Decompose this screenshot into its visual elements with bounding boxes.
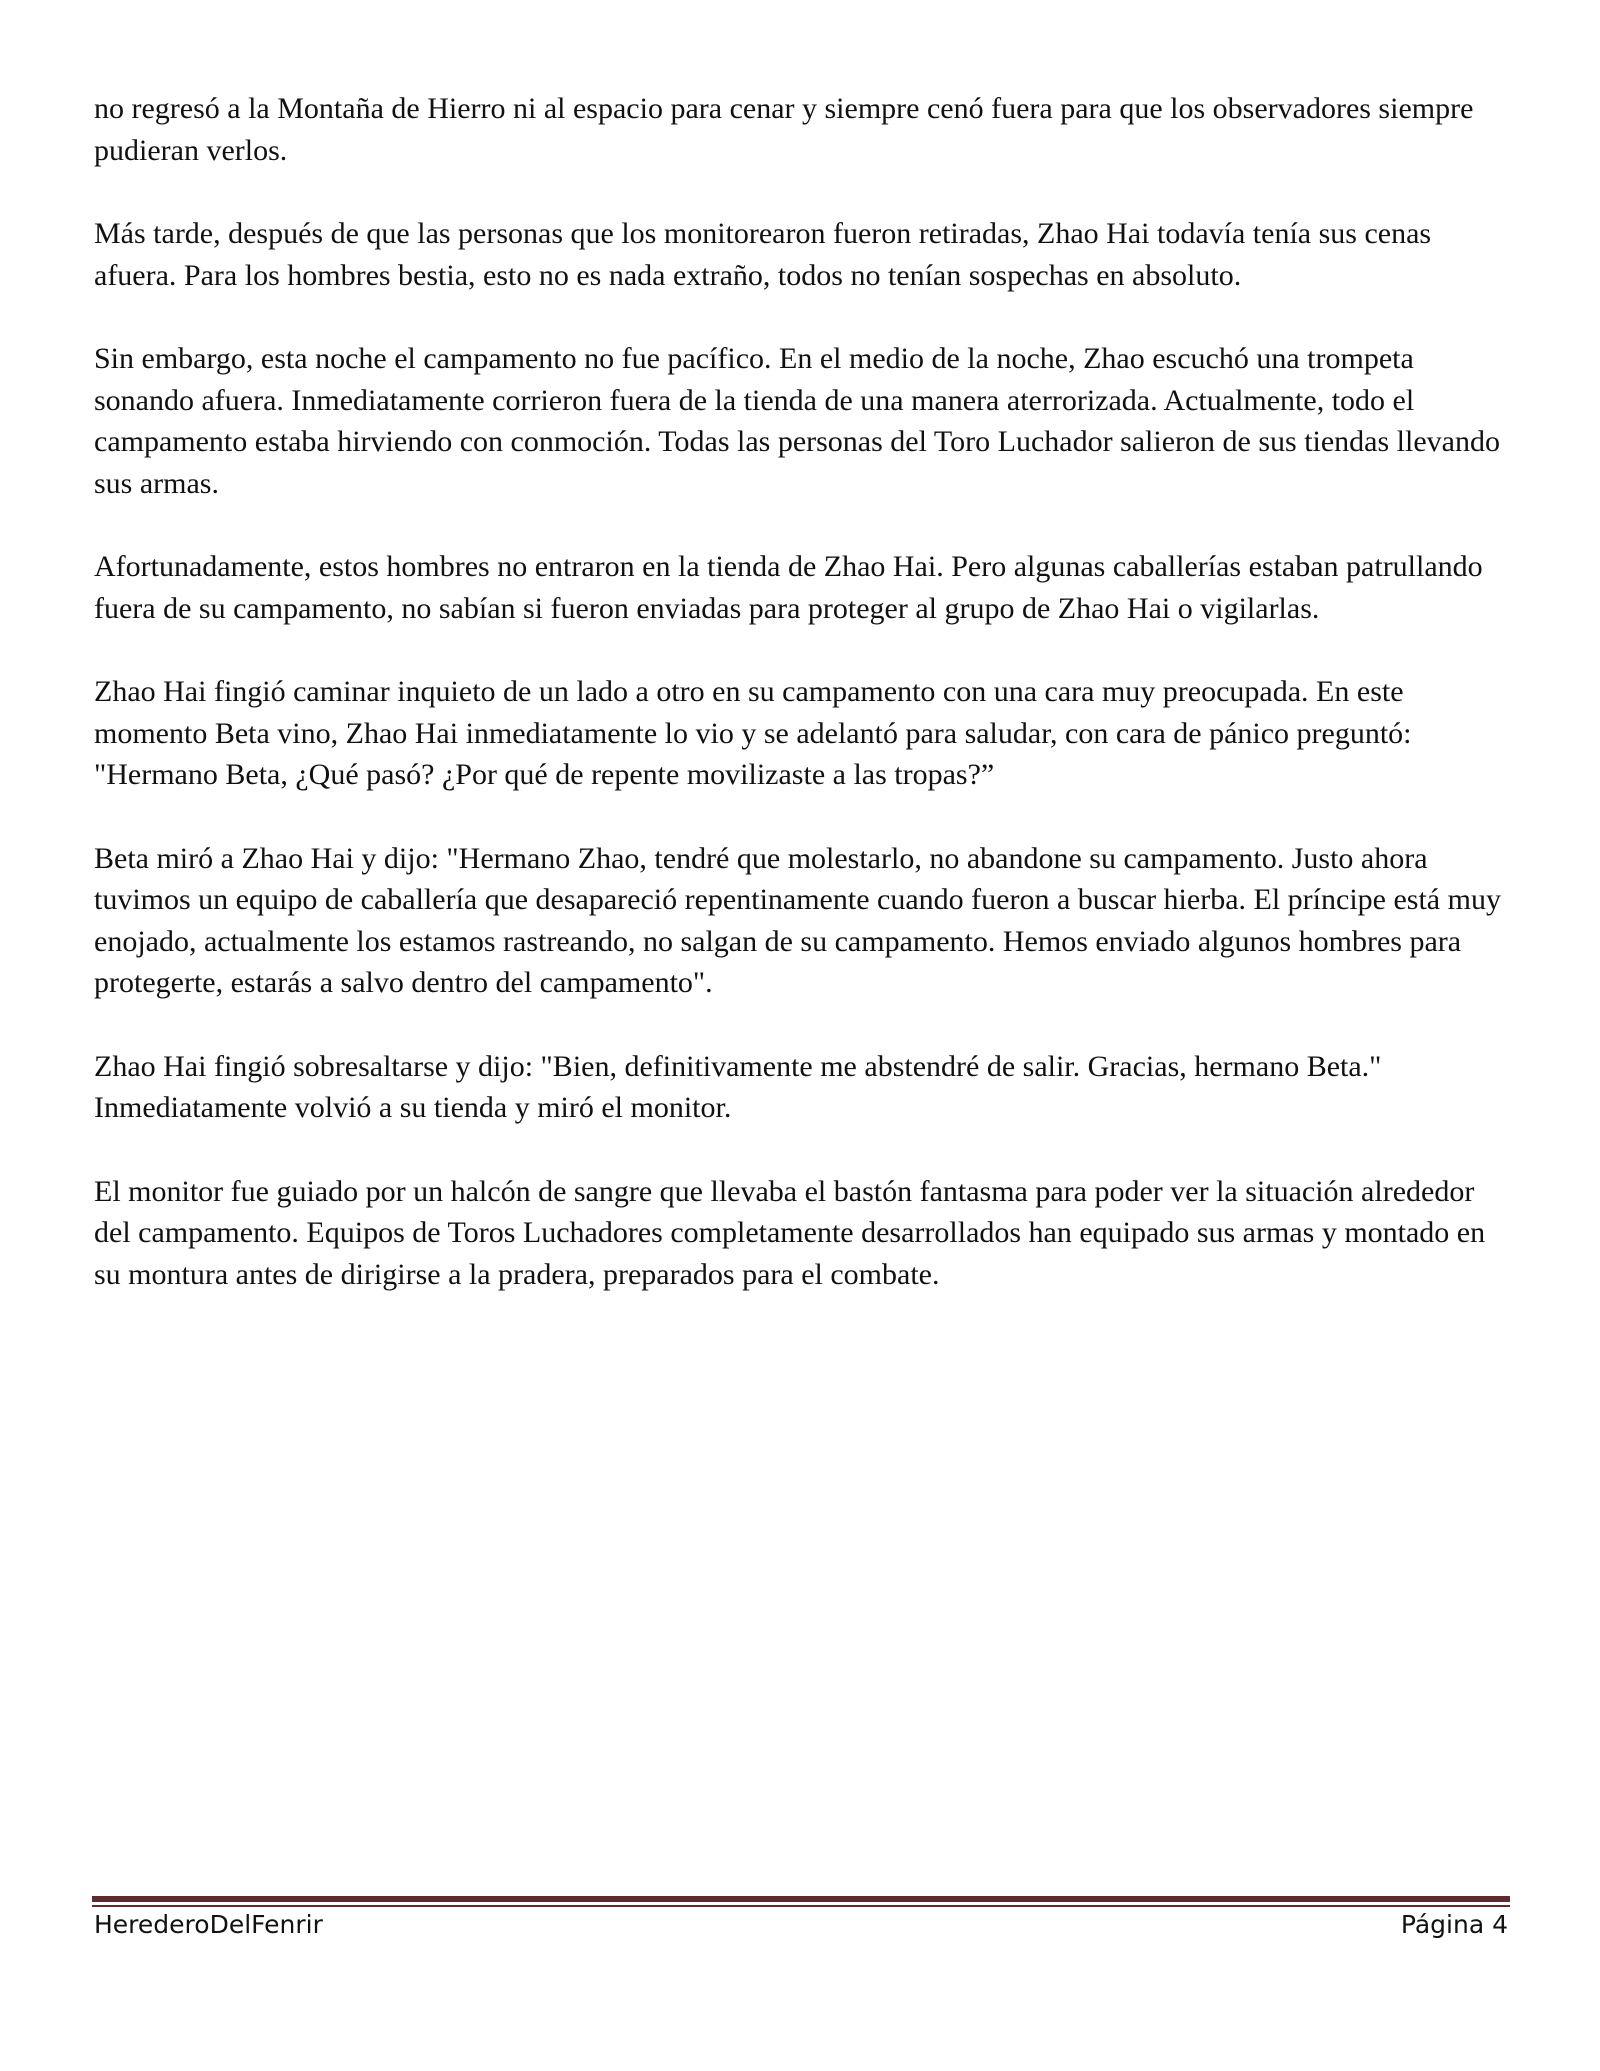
paragraph: Beta miró a Zhao Hai y dijo: "Hermano Zhao, tendré que molestarlo, no abandone su campamento. Justo ahora tuvimos un equipo de caballería que desapareció repentinamente cuando fueron a buscar hierba. El príncipe está muy enojado, actualmente los estamos rastreando, no salgan de su campamento. Hemos enviado algunos hombres para protegerte, estarás a salvo dentro del campamento". xyxy=(94,841,1501,999)
paragraph: Zhao Hai fingió sobresaltarse y dijo: "Bien, definitivamente me abstendré de salir. Gracias, hermano Beta." Inmediatamente volvió a su tienda y miró el monitor. xyxy=(94,1049,1382,1124)
paragraph: Sin embargo, esta noche el campamento no fue pacífico. En el medio de la noche, Zhao escuchó una trompeta sonando afuera. Inmediatamente corrieron fuera de la tienda de una manera aterrorizada. Actualmente, todo el campamento estaba hirviendo con conmoción. Todas las personas del Toro Luchador salieron de sus tiendas llevando sus armas. xyxy=(94,342,1500,500)
paragraph: Zhao Hai fingió caminar inquieto de un lado a otro en su campamento con una cara muy preocupada. En este momento Beta vino, Zhao Hai inmediatamente lo vio y se adelantó para saludar, con cara de pánico preguntó: "Hermano Beta, ¿Qué pasó? ¿Por qué de repente movilizaste a las tropas?” xyxy=(94,675,1412,791)
paragraph: El monitor fue guiado por un halcón de sangre que llevaba el bastón fantasma para poder ver la situación alrededor del campamento. Equipos de Toros Luchadores completamente desarrollados han equipado sus armas y montado en su montura antes de dirigirse a la pradera, preparados para el combate. xyxy=(94,1174,1486,1291)
footer-page-number: Página 4 xyxy=(1400,1910,1508,1939)
paragraph: no regresó a la Montaña de Hierro ni al espacio para cenar y siempre cenó fuera para que los observadores siempre pudieran verlos. xyxy=(94,92,1474,167)
paragraph: Más tarde, después de que las personas que los monitorearon fueron retiradas, Zhao Hai todavía tenía sus cenas afuera. Para los hombres bestia, esto no es nada extraño, todos no tenían sospechas en absoluto. xyxy=(94,217,1432,292)
footer-divider xyxy=(92,1896,1510,1907)
footer-author: HerederoDelFenrir xyxy=(94,1910,323,1939)
page-body xyxy=(94,88,1514,1337)
paragraph: Afortunadamente, estos hombres no entraron en la tienda de Zhao Hai. Pero algunas caballerías estaban patrullando fuera de su campamento, no sabían si fueron enviadas para proteger al grupo de Zhao Hai o vigilarlas. xyxy=(94,550,1483,625)
footer-divider-thin xyxy=(92,1905,1510,1907)
page-footer xyxy=(94,1910,1508,1939)
